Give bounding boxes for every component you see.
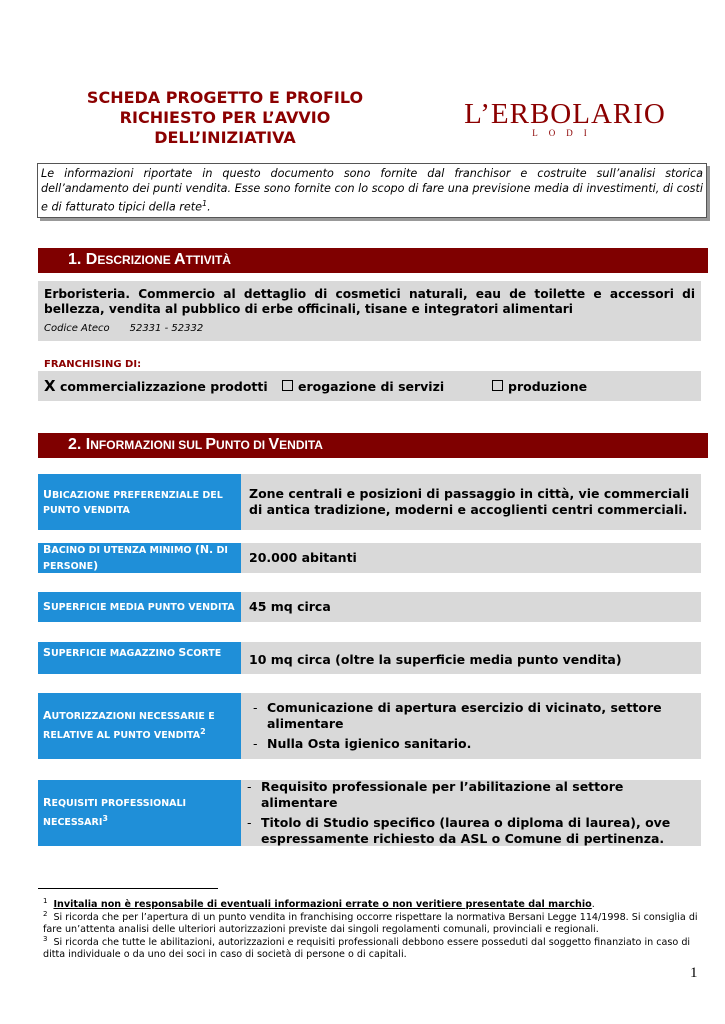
checked-mark: X xyxy=(44,377,56,395)
list-item: - Nulla Osta igienico sanitario. xyxy=(253,736,472,751)
option-label: produzione xyxy=(508,379,588,394)
brand-logo-subtitle: LODI xyxy=(532,128,598,138)
option-produzione[interactable] xyxy=(492,379,587,394)
section-2-title: 2. INFORMAZIONI SUL PUNTO DI VENDITA xyxy=(68,436,323,453)
franchising-options xyxy=(38,371,701,401)
list-item: - Comunicazione di apertura esercizio di vicinato, settore alimentare xyxy=(253,700,662,731)
page-number: 1 xyxy=(690,965,698,981)
list-item: - Requisito professionale per l’abilitazione al settore alimentare xyxy=(247,779,624,810)
franchising-label: FRANCHISING DI: xyxy=(44,359,142,370)
section-1-header xyxy=(38,248,708,273)
section-1-title: 1. DESCRIZIONE ATTIVITÀ xyxy=(68,251,231,268)
value-text: 45 mq circa xyxy=(249,599,331,614)
document-title xyxy=(60,88,390,148)
footnote-ref: 1 xyxy=(202,199,208,208)
footnote-2: $^2$ Si ricorda che per l’apertura di un punto vendita in franchising occorre rispettare la normativa Bersani Legge 114/1998. Si consiglia di fare un’attenta analisi delle ulteriori autorizzazioni previste dai singoli regolamenti comunali, provinciali e regionali. xyxy=(43,910,698,936)
option-label: erogazione di servizi xyxy=(298,379,445,394)
row-value-superficie xyxy=(241,592,701,622)
row-label-bacino: BACINO DI UTENZA MINIMO (N. DI PERSONE) xyxy=(38,543,241,573)
checkbox-icon xyxy=(492,380,503,391)
footnote-3: $^3$ Si ricorda che tutte le abilitazioni, autorizzazioni e requisiti professionali debbono essere posseduti dal soggetto finanziato in caso di ditta individuale o da uno dei soci in caso di società di persone o di capitali. xyxy=(43,935,691,961)
footnote-divider xyxy=(38,888,218,889)
section-2-header xyxy=(38,433,708,458)
row-label-superficie: SUPERFICIE MEDIA PUNTO VENDITA xyxy=(38,592,241,622)
intro-tail: . xyxy=(207,200,211,214)
ateco-code: Codice Ateco 52331 - 52332 xyxy=(44,323,204,334)
title-line: SCHEDA PROGETTO E PROFILO xyxy=(86,88,364,107)
title-line: RICHIESTO PER L’AVVIO xyxy=(119,108,331,127)
value-text: 10 mq circa (oltre la superficie media punto vendita) xyxy=(249,652,622,667)
activity-description xyxy=(38,281,701,341)
row-value-magazzino xyxy=(241,642,701,674)
value-text: 20.000 abitanti xyxy=(249,550,357,565)
checkbox-icon xyxy=(282,380,293,391)
row-label-magazzino: SUPERFICIE MAGAZZINO SCORTE xyxy=(38,642,241,674)
intro-box xyxy=(37,163,707,218)
row-label-autorizzazioni: AUTORIZZAZIONI NECESSARIE E RELATIVE AL PUNTO VENDITA$^2$ xyxy=(38,693,241,759)
option-commercializzazione[interactable] xyxy=(44,377,268,395)
option-erogazione-servizi[interactable] xyxy=(282,379,444,394)
intro-text: Le informazioni riportate in questo documento sono fornite dal franchisor e costruite sull’analisi storica dell’andamento dei punti vendita. Esse sono fornite con lo scopo di fare una previsione media di investimenti, di costi e di fatturato tipici della rete xyxy=(41,167,703,214)
list-item: - Titolo di Studio specifico (laurea o diploma di laurea), ove espressamente richiesto da ASL o Comune di pertinenza. xyxy=(247,815,671,846)
value-text: Zone centrali e posizioni di passaggio in città, vie commerciali di antica tradizione, moderni e accoglienti centri commerciali. xyxy=(249,486,690,517)
row-label-requisiti: REQUISITI PROFESSIONALI NECESSARI$^3$ xyxy=(38,780,241,846)
option-label: commercializzazione prodotti xyxy=(59,379,268,394)
row-value-autorizzazioni xyxy=(241,693,701,759)
row-value-ubicazione xyxy=(241,474,701,530)
row-value-requisiti xyxy=(241,780,701,846)
activity-text: Erboristeria. Commercio al dettaglio di cosmetici naturali, eau de toilette e accessori di bellezza, vendita al pubblico di erbe officinali, tisane e integratori alimentari xyxy=(44,287,695,316)
title-line: DELL’INIZIATIVA xyxy=(154,128,296,147)
row-value-bacino xyxy=(241,543,701,573)
footnote-1: $^1$ Invitalia non è responsabile di eventuali informazioni errate o non veritiere presentate dal marchio. xyxy=(43,897,595,911)
brand-logo: L’ERBOLARIO xyxy=(464,98,666,130)
row-label-ubicazione: UBICAZIONE PREFERENZIALE DEL PUNTO VENDITA xyxy=(38,474,241,530)
